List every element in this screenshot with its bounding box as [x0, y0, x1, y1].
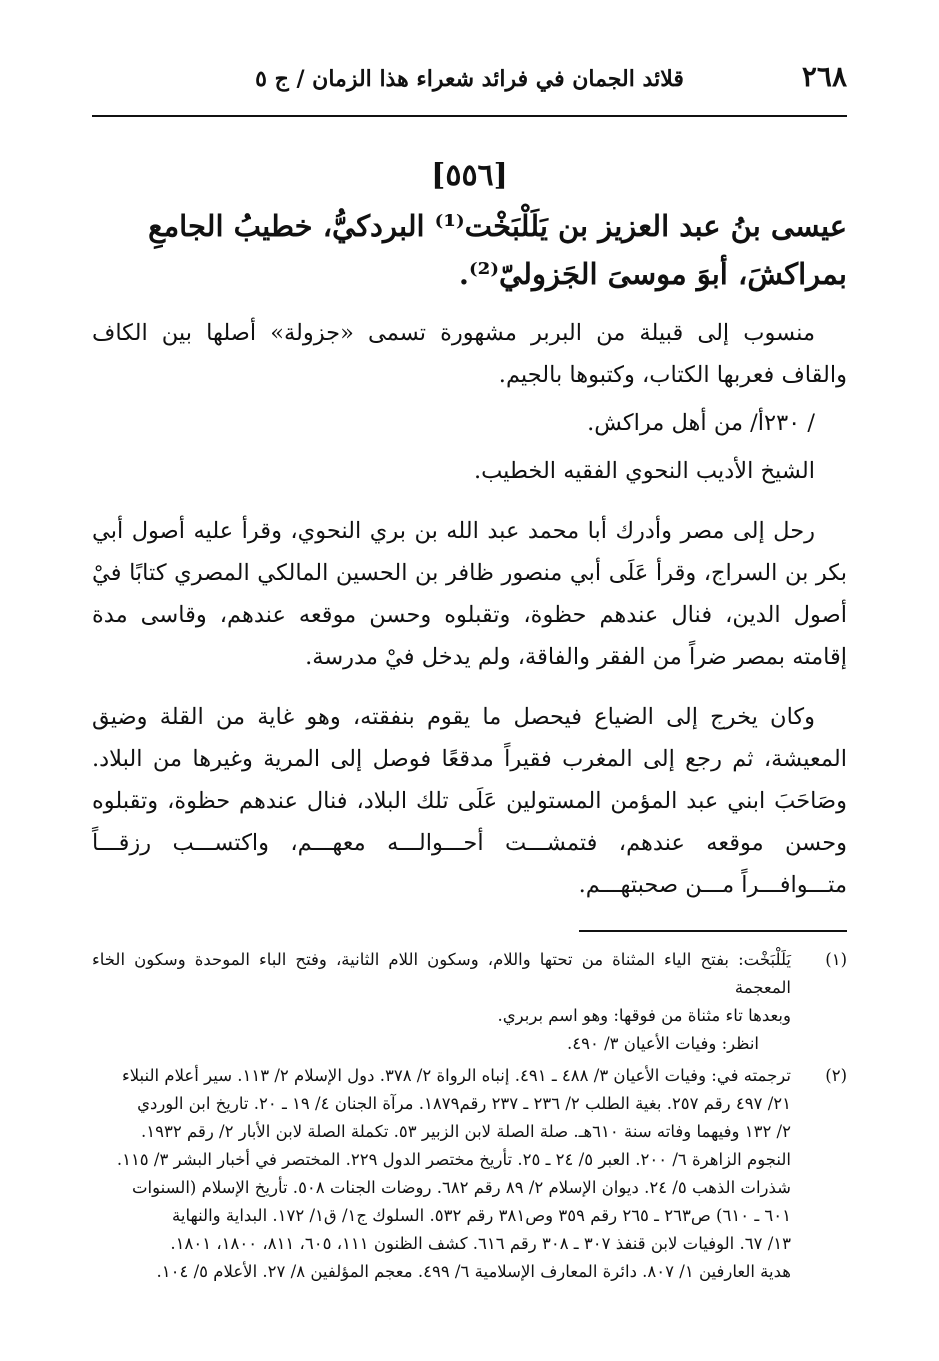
footnote-line: يَلَلْبَخْت: بفتح الياء المثناة من تحتها واللام، وسكون اللام الثانية، وفتح الباء الموحدة وسكون الخاء المعجمة	[92, 950, 791, 997]
footnote-line: ٦٠١ ـ ٦١٠) ص٢٦٣ ـ ٢٦٥ رقم ٣٥٩ وص٣٨١ رقم ٥٣٢. السلوك ج١/ ق١/ ١٧٢. البداية والنهاية	[172, 1206, 791, 1225]
footnote-number: (٢)	[825, 1066, 847, 1085]
header-divider	[92, 115, 847, 117]
paragraph-5: وكان يخرج إلى الضياع فيحصل ما يقوم بنفقته، وهو غاية من القلة وضيق المعيشة، ثم رجع إلى المغرب فقيراً مدقعًا فوصل إلى المرية وغيرها من البلاد. وصَاحَبَ ابني عبد المؤمن المستولين عَلَى تلك البلاد، فنال عندهم حظوة، وتقبلوه وحسن موقعه عندهم، فتمشـــت أحـــوالـــه معهـــم، واكتســـب رزقـــاً متـــوافـــراً مـــن صحبتهـــم.	[92, 704, 847, 898]
paragraph-4: رحل إلى مصر وأدرك أبا محمد عبد الله بن بري النحوي، وقرأ عليه أصول أبي بكر بن السراج، وقرأ عَلَى أبي منصور ظافر بن الحسين المالكي المصري كتابًا فيْ أصول الدين، فنال عندهم حظوة، وتقبلوه وحسن موقعه عندهم، وقاسى مدة إقامته بمصر ضراً من الفقر والفاقة، ولم يدخل فيْ مدرسة.	[92, 518, 847, 670]
footnote-line: انظر: وفيات الأعيان ٣/ ٤٩٠.	[567, 1034, 759, 1053]
footnotes	[92, 946, 847, 1290]
page-header	[92, 58, 847, 98]
footnote-number: (١)	[825, 950, 847, 969]
paragraph-2: / ٢٣٠أ/ من أهل مراكش.	[587, 410, 815, 436]
footnote-2	[92, 1062, 847, 1286]
entry-title-line-1: عيسى بنُ عبد العزيز بن يَلَلْبَخْت⁽¹⁾ البردكيُّ، خطيبُ الجامعِ	[148, 209, 847, 243]
entry-number: [٥٥٦]	[431, 158, 508, 193]
footnote-line: ترجمته في: وفيات الأعيان ٣/ ٤٨٨ ـ ٤٩١. إنباه الرواة ٢/ ٣٧٨. دول الإسلام ٢/ ١١٣. سير أعلام النبلاء	[121, 1066, 791, 1085]
running-title: قلائد الجمان في فرائد شعراء هذا الزمان / ج ٥	[255, 66, 684, 92]
footnote-divider	[579, 930, 847, 932]
footnote-line: ١٣/ ٦٧. الوفيات لابن قنفذ ٣٠٧ ـ ٣٠٨ رقم ٦١٦. كشف الظنون ١١١، ٦٠٥، ٨١١، ١٨٠٠، ١٨٠١.	[170, 1234, 791, 1253]
paragraph-3: الشيخ الأديب النحوي الفقيه الخطيب.	[473, 458, 815, 484]
footnote-line: ٢١/ ٤٩٧ رقم ٢٥٧. بغية الطلب ٢/ ٢٣٦ ـ ٢٣٧ رقم١٨٧٩. مرآة الجنان ٤/ ١٩ ـ ٢٠. تاريخ ابن الوردي	[137, 1094, 791, 1113]
footnote-line: النجوم الزاهرة ٦/ ٢٠٠. العبر ٥/ ٢٤ ـ ٢٥. تأريخ مختصر الدول ٢٢٩. المختصر في أخبار البشر ٣/ ١١٥.	[116, 1150, 791, 1169]
footnote-line: شذرات الذهب ٥/ ٢٤. ديوان الإسلام ٢/ ٨٩ رقم ٦٨٢. روضات الجنات ٥٠٨. تأريخ الإسلام (السنوات	[131, 1178, 791, 1197]
footnote-line: ٢/ ١٣٢ وفيهما وفاته سنة ٦١٠هـ. صلة الصلة لابن الزبير ٥٣. تكملة الصلة لابن الأبار ٢/ رقم ١٩٣٢.	[141, 1122, 791, 1141]
page-number: ٢٦٨	[801, 60, 847, 93]
entry-title-line-2: بمراكشَ، أبوَ موسىَ الجَزوليّ⁽²⁾.	[458, 257, 847, 291]
entry-body	[92, 312, 847, 924]
footnote-line: هدية العارفين ١/ ٨٠٧. دائرة المعارف الإسلامية ٦/ ٤٩٩. معجم المؤلفين ٨/ ٢٧. الأعلام ٥/ ١٠٤.	[156, 1262, 791, 1281]
paragraph-1: منسوب إلى قبيلة من البربر مشهورة تسمى «جزولة» أصلها بين الكاف والقاف فعربها الكتاب، وكتبوها بالجيم.	[92, 320, 847, 388]
entry-title	[92, 202, 847, 298]
footnote-line: وبعدها تاء مثناة من فوقها: وهو اسم بربري.	[497, 1006, 791, 1025]
footnote-1	[92, 946, 847, 1058]
